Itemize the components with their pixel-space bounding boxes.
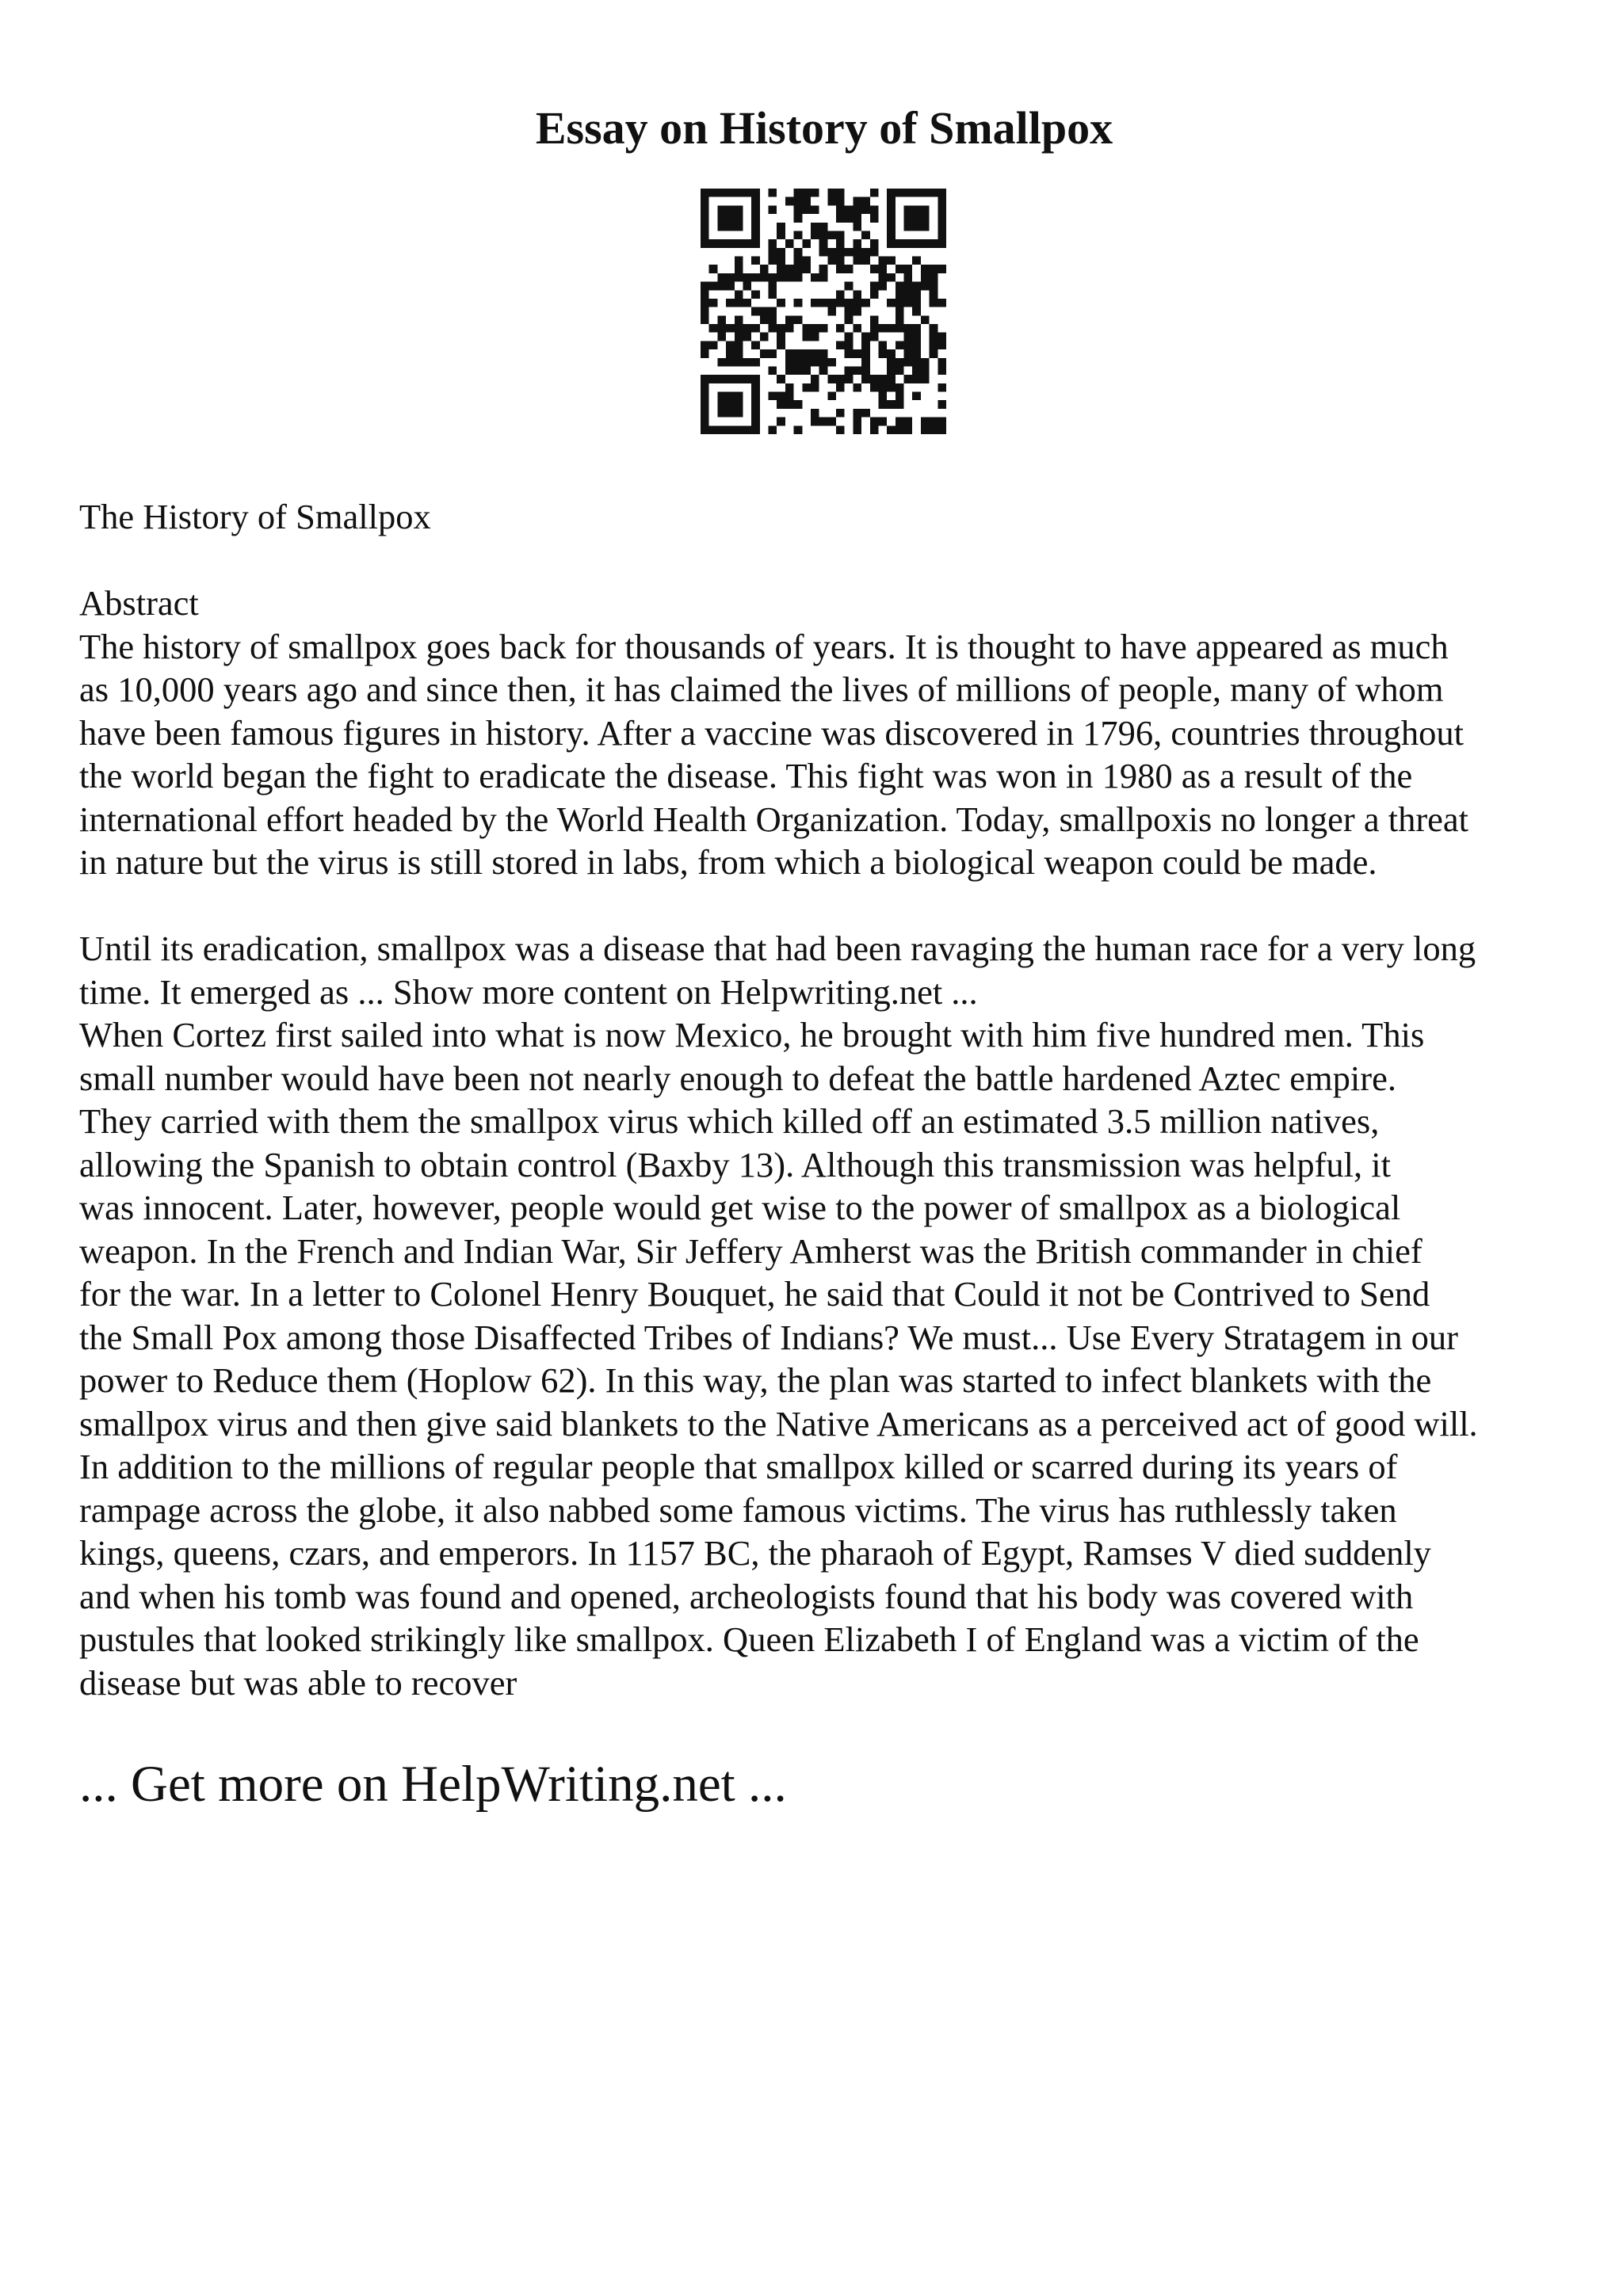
intro-paragraph: Until its eradication, smallpox was a disease that had been ravaging the human race for a very long time. It emerged as ... Show more content on Helpwriting.net ...: [79, 929, 1476, 1012]
document-title: Essay on History of Smallpox: [535, 102, 1113, 154]
get-more-link[interactable]: ... Get more on HelpWriting.net ...: [79, 1756, 787, 1813]
body-paragraph: When Cortez first sailed into what is now Mexico, he brought with him five hundred men. This small number would have been not nearly enough to defeat the battle hardened Aztec empire. They carried with them the smallpox virus which killed off an estimated 3.5 million natives, allowing the Spanish to obtain control (Baxby 13). Although this transmission was helpful, it was innocent. Later, however, people would get wise to the power of smallpox as a biological weapon. In the French and Indian War, Sir Jeffery Amherst was the British commander in chief for the war. In a letter to Colonel Henry Bouquet, he said that Could it not be Contrived to Send the Small Pox among those Disaffected Tribes of Indians? We must... Use Every Stratagem in our power to Reduce them (Hoplow 62). In this way, the plan was started to infect blankets with the smallpox virus and then give said blankets to the Native Americans as a perceived act of good will. In addition to the millions of regular people that smallpox killed or scarred during its years of rampage across the globe, it also nabbed some famous victims. The virus has ruthlessly taken kings, queens, czars, and emperors. In 1157 BC, the pharaoh of Egypt, Ramses V died suddenly and when his tomb was found and opened, archeologists found that his body was covered with pustules that looked strikingly like smallpox. Queen Elizabeth I of England was a victim of the disease but was able to recover: [79, 1015, 1478, 1703]
abstract-label: Abstract: [79, 583, 199, 623]
abstract-paragraph: The history of smallpox goes back for thousands of years. It is thought to have appeared as much as 10,000 years ago and since then, it has claimed the lives of millions of people, many of whom have been famous figures in history. After a vaccine was discovered in 1796, countries throughout the world began the fight to eradicate the disease. This fight was won in 1980 as a result of the international effort headed by the World Health Organization. Today, smallpoxis no longer a threat in nature but the virus is still stored in labs, from which a biological weapon could be made.: [79, 626, 1469, 882]
qr-code-icon[interactable]: [701, 189, 946, 434]
qr-code-graphic: [701, 189, 946, 434]
essay-heading: The History of Smallpox: [79, 497, 431, 536]
document-body: [79, 495, 1555, 1704]
